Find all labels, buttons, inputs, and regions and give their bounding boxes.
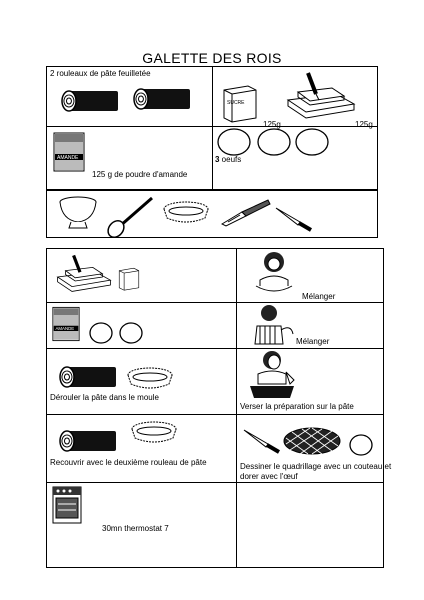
svg-text:SUCRE: SUCRE	[227, 100, 245, 106]
step4-left-text: Recouvrir avec le deuxième rouleau de pâte	[50, 458, 207, 467]
egg-icon	[88, 322, 114, 344]
col-divider	[236, 248, 237, 568]
row-divider	[46, 414, 384, 415]
eggs-label: 3 oeufs	[215, 155, 242, 164]
row-divider	[46, 302, 384, 303]
step4-right-text-1: Dessiner le quadrillage avec un couteau et	[240, 462, 392, 471]
wooden-spoon-icon	[104, 196, 154, 238]
tart-mould-icon	[126, 366, 174, 392]
knife-icon	[242, 428, 282, 454]
egg-icon	[216, 128, 252, 156]
egg-icon	[256, 128, 292, 156]
pastry-roll-icon	[132, 86, 192, 112]
almond-bag-icon	[53, 132, 85, 172]
knife-icon	[274, 206, 314, 232]
child-mixing-icon	[248, 304, 298, 346]
pastry-label: 2 rouleaux de pâte feuilletée	[50, 69, 151, 78]
row-divider	[46, 482, 384, 483]
sugar-qty: 125g	[263, 120, 281, 129]
row-divider	[46, 348, 384, 349]
child-pouring-icon	[246, 350, 302, 400]
almond-bag-icon	[52, 306, 80, 342]
col-divider	[212, 66, 213, 190]
tart-mould-icon	[130, 420, 178, 446]
pastry-roll-icon	[60, 88, 120, 114]
step3-right-text: Verser la préparation sur la pâte	[240, 402, 354, 411]
sugar-box-icon	[222, 82, 258, 122]
egg-icon	[294, 128, 330, 156]
pastry-roll-icon	[58, 428, 118, 454]
pastry-roll-icon	[58, 364, 118, 390]
svg-text:AMANDE: AMANDE	[55, 326, 75, 332]
step4-right-text-2: dorer avec l'œuf	[240, 472, 298, 481]
butter-icon	[286, 70, 356, 120]
pastry-brush-icon	[220, 198, 272, 228]
bowl-icon	[58, 196, 98, 230]
child-mixing-icon	[250, 250, 298, 298]
butter-qty: 125g	[355, 120, 373, 129]
almond-label: 125 g de poudre d'amande	[92, 170, 188, 179]
sugar-box-icon	[118, 264, 140, 292]
svg-text:AMANDE: AMANDE	[57, 155, 79, 161]
step3-left-text: Dérouler la pâte dans le moule	[50, 393, 159, 402]
step1-text: Mélanger	[302, 292, 336, 301]
step2-text: Mélanger	[296, 337, 330, 346]
step5-text: 30mn thermostat 7	[102, 524, 169, 533]
galette-icon	[282, 426, 342, 456]
page-title: GALETTE DES ROIS	[142, 50, 282, 66]
oven-icon	[52, 486, 82, 524]
butter-icon	[56, 252, 112, 294]
egg-icon	[118, 322, 144, 344]
egg-icon	[348, 434, 374, 456]
tart-mould-icon	[162, 200, 210, 226]
